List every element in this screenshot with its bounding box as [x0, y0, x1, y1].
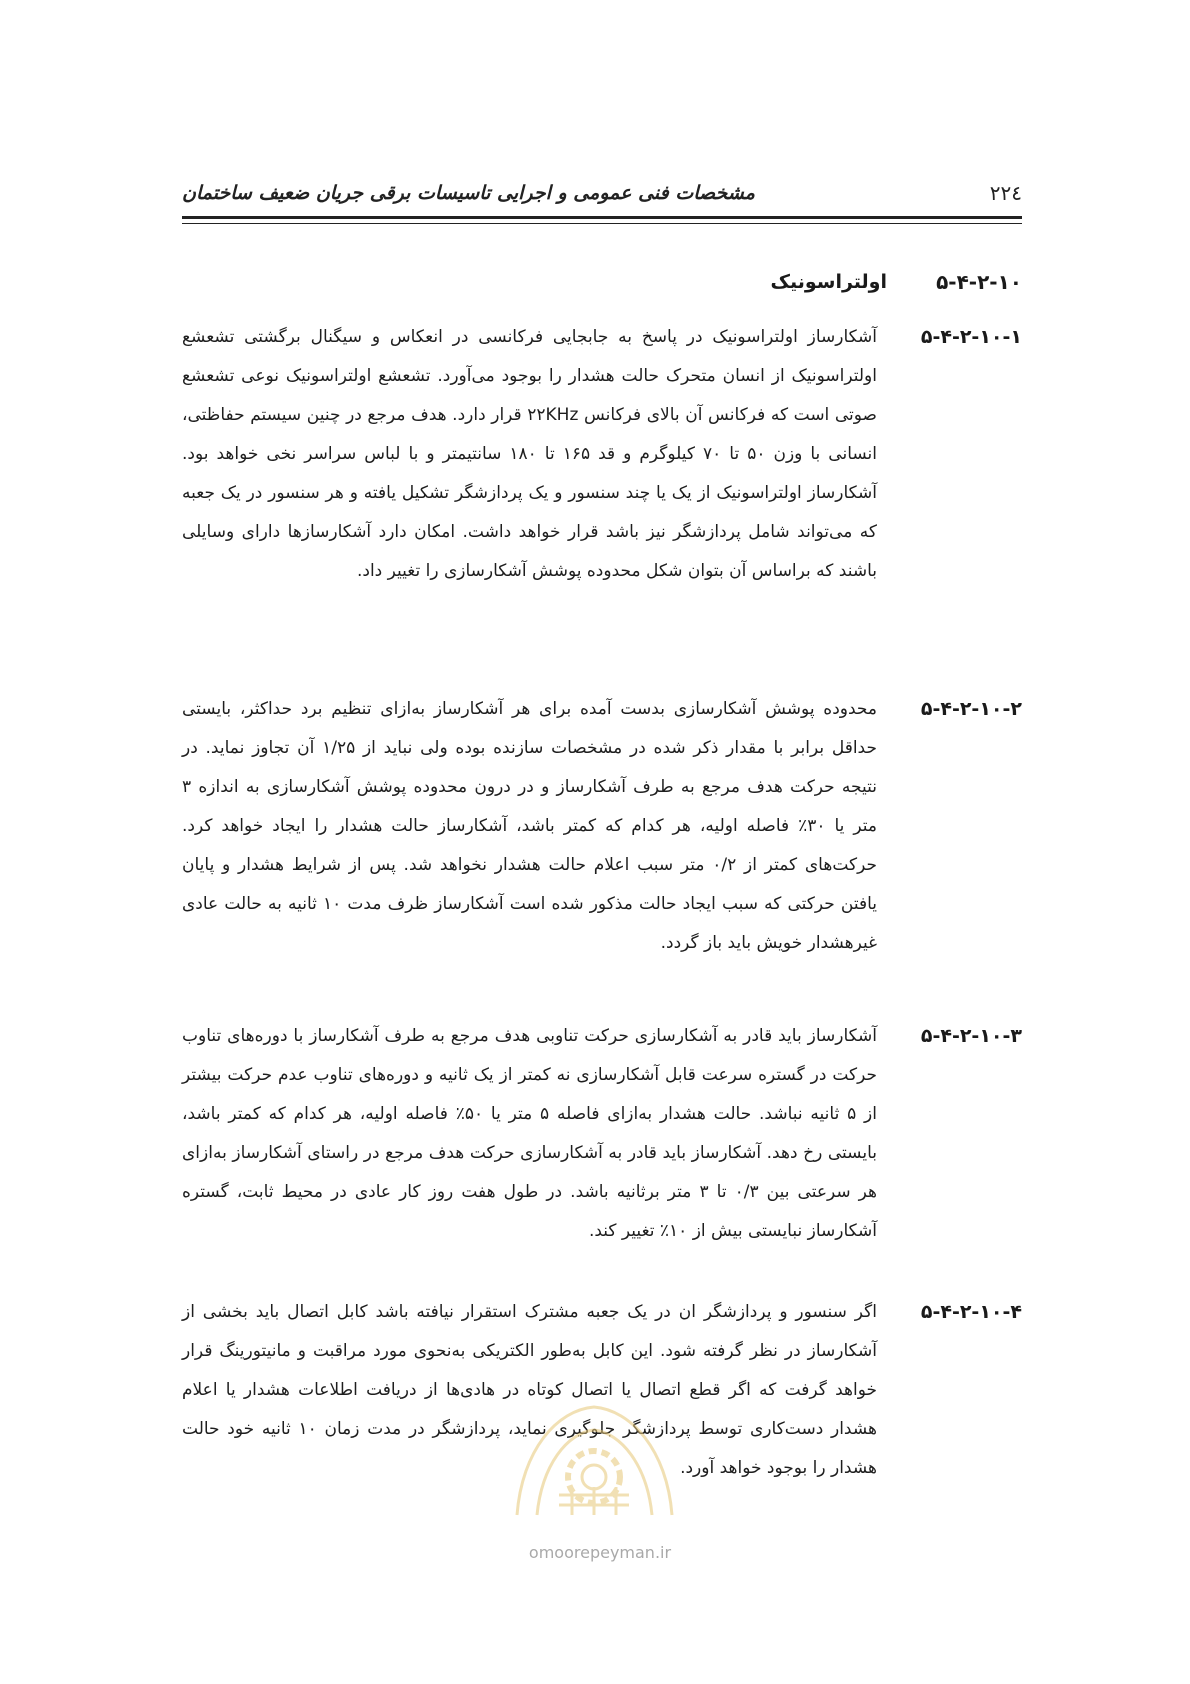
- paragraph-3: [182, 1017, 1022, 1251]
- paragraph-number: ۵-۴-۲-۱۰-۲: [920, 698, 1022, 720]
- watermark-text: omoorepeyman.ir: [528, 1543, 672, 1562]
- paragraph-number: ۵-۴-۲-۱۰-۳: [920, 1025, 1022, 1047]
- page-number: ۲۲٤: [989, 181, 1022, 205]
- paragraph-text: محدوده پوشش آشکارسازی بدست آمده برای هر آشکارساز به‌ازای تنظیم برد حداکثر، بایستی حداقل برابر با مقدار ذکر شده در مشخصات سازنده بوده ولی نباید از ۱/۲۵ آن تجاوز نماید. در نتیجه حرکت هدف مرجع به طرف آشکارساز و در درون محدوده پوشش آشکارسازی به اندازه ۳ متر یا ۳۰٪ فاصله اولیه، هر کدام که کمتر باشد، آشکارساز حالت هشدار را ایجاد خواهد کرد. حرکت‌های کمتر از ۰/۲ متر سبب اعلام حالت هشدار نخواهد شد. پس از شرایط هشدار و پایان یافتن حرکتی که سبب ایجاد حالت مذکور شده است آشکارساز ظرف مدت ۱۰ ثانیه به حالت عادی غیرهشدار خویش باید باز گردد.: [182, 699, 878, 953]
- header-rule-thin: [182, 223, 1022, 224]
- section-title: اولتراسونیک: [770, 271, 887, 293]
- section-number: ۵-۴-۲-۱۰: [936, 270, 1022, 294]
- page-header: [182, 178, 1022, 208]
- section-heading: [182, 265, 1022, 299]
- paragraph-4: [182, 1293, 1022, 1488]
- paragraph-number: ۵-۴-۲-۱۰-۱: [920, 326, 1022, 348]
- paragraph-text: آشکارساز اولتراسونیک در پاسخ به جابجایی فرکانسی در انعکاس و سیگنال برگشتی تشعشع اولتراسونیک از انسان متحرک حالت هشدار را بوجود می‌آورد. تشعشع اولتراسونیک نوعی تشعشع صوتی است که فرکانس آن بالای فرکانس ۲۲KHz قرار دارد. هدف مرجع در چنین سیستم حفاظتی، انسانی با وزن ۵۰ تا ۷۰ کیلوگرم و قد ۱۶۵ تا ۱۸۰ سانتیمتر و با لباس سراسر نخی خواهد بود. آشکارساز اولتراسونیک از یک یا چند سنسور و یک پردازشگر تشکیل یافته و هر سنسور در یک جعبه که می‌تواند شامل پردازشگر نیز باشد قرار خواهد داشت. امکان دارد آشکارسازها دارای وسایلی باشند که براساس آن بتوان شکل محدوده پوشش آشکارسازی را تغییر داد.: [182, 327, 877, 581]
- paragraph-number: ۵-۴-۲-۱۰-۴: [920, 1301, 1022, 1323]
- paragraph-2: [182, 690, 1022, 963]
- paragraph-text: آشکارساز باید قادر به آشکارسازی حرکت تناوبی هدف مرجع به طرف آشکارساز با دوره‌های تناوب حرکت در گستره سرعت قابل آشکارسازی نه کمتر از یک ثانیه و دوره‌های تناوب عدم حرکت بیشتر از ۵ ثانیه نباشد. حالت هشدار به‌ازای فاصله ۵ متر یا ۵۰٪ فاصله اولیه، هر کدام که کمتر باشد، بایستی رخ دهد. آشکارساز باید قادر به آشکارسازی حرکت هدف مرجع در راستای آشکارساز به‌ازای هر سرعتی بین ۰/۳ تا ۳ متر برثانیه باشد. در طول هفت روز کار عادی در محیط ثابت، گستره آشکارساز نبایستی بیش از ۱۰٪ تغییر کند.: [182, 1026, 878, 1241]
- header-rule-thick: [182, 216, 1022, 219]
- paragraph-text: اگر سنسور و پردازشگر ان در یک جعبه مشترک استقرار نیافته باشد کابل اتصال باید بخشی از آشکارساز در نظر گرفته شود. این کابل به‌طور الکتریکی به‌نحوی مورد مراقبت و مانیتورینگ قرار خواهد گرفت که اگر قطع اتصال یا اتصال کوتاه در هادی‌ها از دریافت اطلاعات هشدار یا اعلام هشدار دست‌کاری توسط پردازشگر جلوگیری نماید، پردازشگر در مدت زمان ۱۰ ثانیه خود حالت هشدار را بوجود خواهد آورد.: [182, 1302, 877, 1478]
- paragraph-1: [182, 318, 1022, 591]
- header-title: مشخصات فنی عمومی و اجرایی تاسیسات برقی جریان ضعیف ساختمان: [182, 182, 755, 204]
